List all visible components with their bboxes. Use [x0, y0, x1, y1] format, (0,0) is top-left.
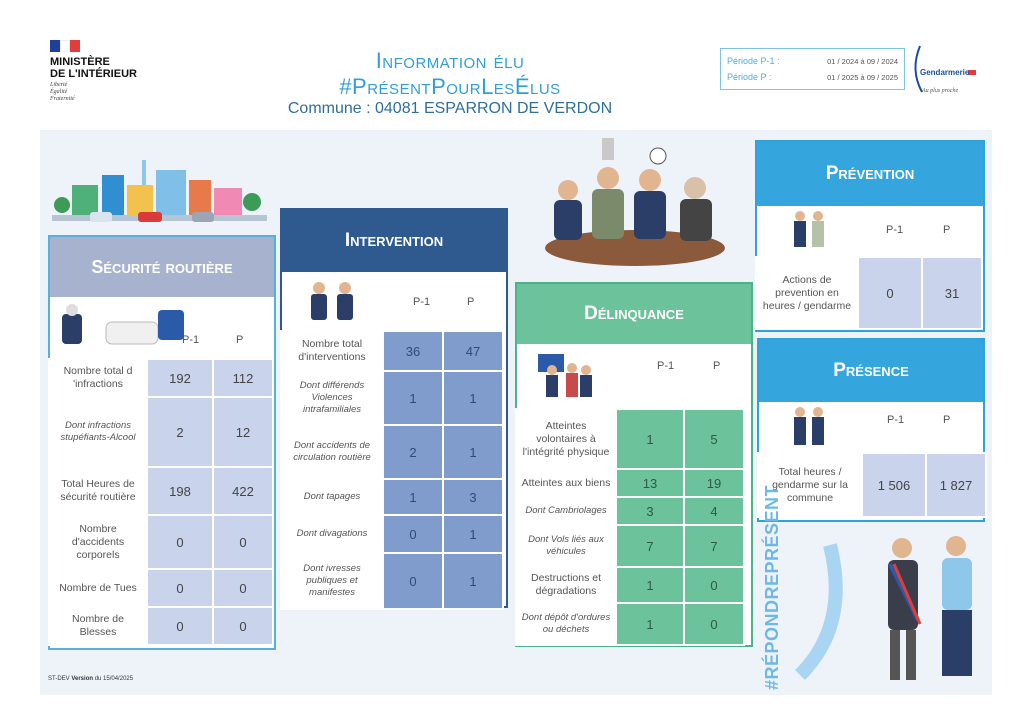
row-label: Dont dépôt d'ordures ou déchets	[516, 603, 616, 645]
table-row	[516, 409, 744, 469]
row-value-cur: 1	[443, 553, 503, 609]
row-label: Dont Cambriolages	[516, 497, 616, 525]
table-row	[281, 425, 503, 479]
row-value-prev: 0	[147, 607, 213, 645]
row-label: Dont Vols liés aux véhicules	[516, 525, 616, 567]
row-label: Atteintes volontaires à l'intégrité physique	[516, 409, 616, 469]
motto-2: Égalité	[50, 89, 68, 95]
row-value-cur: 12	[213, 397, 273, 467]
row-value-prev: 192	[147, 359, 213, 397]
row-value-prev: 1 506	[862, 453, 926, 517]
row-value-prev: 0	[147, 569, 213, 607]
period-prev	[727, 53, 898, 69]
row-value-cur: 31	[922, 257, 982, 329]
row-value-cur: 0	[213, 607, 273, 645]
motto-3: Fraternité	[50, 96, 75, 102]
row-value-prev: 1	[616, 409, 684, 469]
table-row	[49, 359, 273, 397]
row-value-prev: 2	[147, 397, 213, 467]
del-col-cur: P	[713, 360, 721, 372]
row-label: Destructions et dégradations	[516, 567, 616, 603]
footer-date: du 15/04/2025	[94, 676, 134, 682]
row-label: Nombre total d'interventions	[281, 331, 383, 371]
row-value-cur: 422	[213, 467, 273, 515]
row-label: Dont ivresses publiques et manifestes	[281, 553, 383, 609]
period-cur-label: Période P :	[727, 72, 772, 82]
row-label: Dont tapages	[281, 479, 383, 515]
pres-col-cur: P	[943, 414, 951, 426]
row-value-cur: 19	[684, 469, 744, 497]
row-label: Nombre de Blesses	[49, 607, 147, 645]
presence-table	[757, 452, 987, 518]
table-row	[281, 553, 503, 609]
row-value-cur: 1	[443, 371, 503, 425]
pres-col-prev: P-1	[887, 414, 905, 426]
row-value-prev: 36	[383, 331, 443, 371]
page-hashtag-title: #PrésentPourLesÉlus	[339, 74, 561, 99]
intervention-officers-icon	[305, 280, 365, 324]
ministry-line2: DE L'INTÉRIEUR	[50, 68, 137, 80]
row-value-cur: 7	[684, 525, 744, 567]
row-label: Nombre total d 'infractions	[49, 359, 147, 397]
table-row	[49, 607, 273, 645]
prev-col-cur: P	[943, 224, 951, 236]
mayor-gendarme-illustration-icon	[870, 530, 985, 690]
row-value-prev: 3	[616, 497, 684, 525]
prevention-officers-icon	[790, 210, 830, 250]
table-row	[49, 569, 273, 607]
table-row	[49, 515, 273, 569]
gendarmerie-logo	[908, 40, 980, 96]
row-value-prev: 1	[616, 567, 684, 603]
road-police-icon	[58, 300, 188, 352]
row-label: Dont divagations	[281, 515, 383, 553]
commune-name: Commune : 04081 ESPARRON DE VERDON	[287, 100, 613, 117]
row-value-prev: 0	[383, 553, 443, 609]
table-row	[516, 603, 744, 645]
intervention-title: Intervention	[282, 210, 506, 272]
row-value-cur: 4	[684, 497, 744, 525]
row-value-cur: 0	[684, 567, 744, 603]
row-value-prev: 1	[383, 479, 443, 515]
delinquance-arrest-icon	[538, 350, 598, 400]
meeting-illustration-icon	[540, 138, 730, 273]
row-label: Actions de prevention en heures / gendarme	[756, 257, 858, 329]
row-value-cur: 1	[443, 515, 503, 553]
row-value-cur: 3	[443, 479, 503, 515]
ministry-flag-icon	[50, 40, 80, 52]
table-row	[756, 257, 982, 329]
int-col-cur: P	[467, 296, 475, 308]
table-row	[758, 453, 986, 517]
delinquance-table	[515, 408, 745, 646]
table-row	[49, 467, 273, 515]
row-label: Total Heures de sécurité routière	[49, 467, 147, 515]
row-value-prev: 0	[858, 257, 922, 329]
table-row	[516, 567, 744, 603]
table-row	[281, 479, 503, 515]
table-row	[281, 331, 503, 371]
row-label: Nombre de Tues	[49, 569, 147, 607]
row-label: Dont accidents de circulation routière	[281, 425, 383, 479]
ministry-logo	[50, 56, 160, 80]
row-value-prev: 13	[616, 469, 684, 497]
row-value-cur: 112	[213, 359, 273, 397]
period-cur	[727, 69, 898, 85]
period-prev-label: Période P-1 :	[727, 56, 780, 66]
footer-version	[48, 676, 133, 682]
table-row	[516, 525, 744, 567]
row-value-cur: 1 827	[926, 453, 986, 517]
int-col-prev: P-1	[413, 296, 431, 308]
securite-routiere-title: Sécurité routière	[50, 237, 274, 297]
sr-col-prev: P-1	[182, 334, 200, 346]
row-label: Nombre d'accidents corporels	[49, 515, 147, 569]
gendarmerie-logo-text: Gendarmerie	[920, 68, 970, 77]
row-label: Atteintes aux biens	[516, 469, 616, 497]
presence-officers-icon	[790, 406, 830, 448]
period-cur-value: 01 / 2025 à 09 / 2025	[827, 72, 898, 82]
motto-1: Liberté	[50, 82, 68, 88]
ministry-line1: MINISTÈRE	[50, 56, 110, 68]
row-label: Total heures / gendarme sur la commune	[758, 453, 862, 517]
prevention-title: Prévention	[757, 142, 983, 206]
sr-col-cur: P	[236, 334, 244, 346]
table-row	[281, 515, 503, 553]
row-value-cur: 0	[684, 603, 744, 645]
del-col-prev: P-1	[657, 360, 675, 372]
delinquance-title: Délinquance	[517, 284, 751, 344]
hashtag-repondre-present: #RÉPONDREPRÉSENT	[762, 484, 782, 690]
row-value-cur: 47	[443, 331, 503, 371]
row-label: Dont différends Violences intrafamiliales	[281, 371, 383, 425]
footer-version-label: Version	[71, 676, 94, 682]
feather-swoosh-icon	[790, 535, 860, 685]
row-value-cur: 1	[443, 425, 503, 479]
securite-routiere-table	[48, 358, 274, 646]
row-value-prev: 0	[147, 515, 213, 569]
row-value-prev: 7	[616, 525, 684, 567]
table-row	[516, 497, 744, 525]
row-value-cur: 5	[684, 409, 744, 469]
prevention-table	[755, 256, 983, 330]
row-value-cur: 0	[213, 515, 273, 569]
prev-col-prev: P-1	[886, 224, 904, 236]
table-row	[281, 371, 503, 425]
page-title: Information élu	[375, 48, 525, 73]
period-box	[720, 48, 905, 90]
row-value-prev: 1	[383, 371, 443, 425]
row-label: Dont infractions stupéfiants-Alcool	[49, 397, 147, 467]
footer-code: ST-DEV	[48, 676, 70, 682]
gendarmerie-signature: Au plus proche	[922, 88, 959, 94]
row-value-prev: 1	[616, 603, 684, 645]
period-prev-value: 01 / 2024 à 09 / 2024	[827, 56, 898, 66]
city-illustration-icon	[52, 150, 267, 230]
row-value-cur: 0	[213, 569, 273, 607]
intervention-table	[280, 330, 504, 610]
row-value-prev: 2	[383, 425, 443, 479]
row-value-prev: 0	[383, 515, 443, 553]
table-row	[49, 397, 273, 467]
table-row	[516, 469, 744, 497]
ministry-motto	[50, 82, 75, 103]
presence-title: Présence	[759, 340, 983, 402]
row-value-prev: 198	[147, 467, 213, 515]
